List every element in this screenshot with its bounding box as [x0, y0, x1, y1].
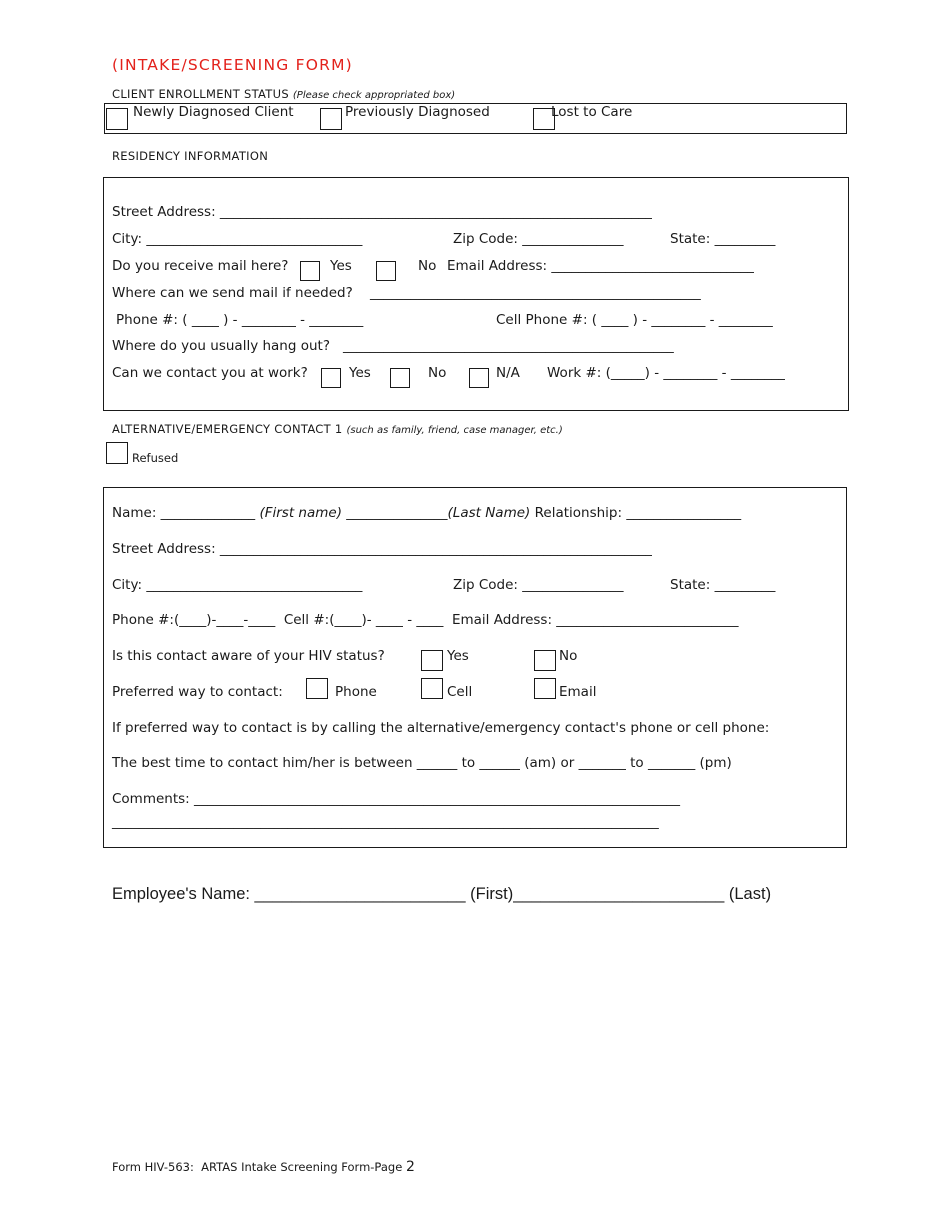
comments-field[interactable]: Comments: ________________________________________________________________________: [112, 791, 681, 807]
cell-phone-field[interactable]: Cell Phone #: ( ____ ) - ________ - ________: [496, 312, 773, 328]
work-na-label: N/A: [496, 365, 520, 381]
employee-name-field[interactable]: Employee's Name: _______________________ (First)_______________________ (Last): [112, 885, 772, 903]
zip-code-field[interactable]: Zip Code: _______________: [453, 231, 624, 247]
enrollment-note: (Please check appropriated box): [292, 90, 456, 101]
hiv-aware-yes-checkbox[interactable]: [421, 650, 443, 671]
contact-at-work-label: Can we contact you at work?: [112, 365, 308, 381]
contact-city-field[interactable]: City: ________________________________: [112, 577, 363, 593]
work-no-checkbox[interactable]: [390, 368, 410, 388]
send-mail-field[interactable]: _________________________________________________: [370, 285, 701, 301]
prefer-email-checkbox[interactable]: [534, 678, 556, 699]
contact-heading-text: ALTERNATIVE/EMERGENCY CONTACT 1: [112, 422, 343, 436]
email-address-field[interactable]: Email Address: ______________________________: [447, 258, 754, 274]
lost-to-care-label: Lost to Care: [551, 104, 633, 120]
state-field[interactable]: State: _________: [670, 231, 776, 247]
receive-mail-yes-checkbox[interactable]: [300, 261, 320, 281]
preferred-contact-label: Preferred way to contact:: [112, 684, 283, 700]
previously-diagnosed-checkbox[interactable]: [320, 108, 342, 130]
contact-state-field[interactable]: State: _________: [670, 577, 776, 593]
footer: [112, 1159, 415, 1175]
best-time-line[interactable]: The best time to contact him/her is between ______ to ______ (am) or _______ to _______ (pm): [112, 755, 732, 771]
street-address-field[interactable]: Street Address: ________________________________________________________________: [112, 204, 652, 220]
newly-diagnosed-checkbox[interactable]: [106, 108, 128, 130]
relationship-field[interactable]: Relationship: _________________: [534, 505, 742, 521]
refused-checkbox[interactable]: [106, 442, 128, 464]
receive-mail-yes-label: Yes: [330, 258, 352, 274]
enrollment-heading: [112, 87, 455, 101]
contact-note: (such as family, friend, case manager, etc.): [346, 425, 563, 436]
contact-zip-code-field[interactable]: Zip Code: _______________: [453, 577, 624, 593]
hiv-aware-no-label: No: [559, 648, 578, 664]
page-number: 2: [405, 1159, 415, 1175]
work-yes-label: Yes: [349, 365, 371, 381]
refused-label: Refused: [132, 451, 179, 465]
hiv-aware-no-checkbox[interactable]: [534, 650, 556, 671]
prefer-phone-label: Phone: [335, 684, 377, 700]
last-name-caption: (Last Name): [447, 505, 531, 521]
city-field[interactable]: City: ________________________________: [112, 231, 363, 247]
newly-diagnosed-label: Newly Diagnosed Client: [133, 104, 294, 120]
prefer-email-label: Email: [559, 684, 597, 700]
footer-form-id: Form HIV-563: ARTAS Intake Screening Form-Page: [112, 1160, 406, 1174]
work-na-checkbox[interactable]: [469, 368, 489, 388]
calling-instruction: If preferred way to contact is by calling the alternative/emergency contact's phone or cell phone:: [112, 720, 770, 736]
contact-name-line[interactable]: [112, 505, 741, 521]
residency-heading: RESIDENCY INFORMATION: [112, 149, 269, 163]
contact-street-address-field[interactable]: Street Address: ________________________________________________________________: [112, 541, 652, 557]
phone-field[interactable]: Phone #: ( ____ ) - ________ - ________: [116, 312, 364, 328]
hiv-aware-label: Is this contact aware of your HIV status?: [112, 648, 385, 664]
hiv-aware-yes-label: Yes: [447, 648, 469, 664]
prefer-phone-checkbox[interactable]: [306, 678, 328, 699]
hang-out-field[interactable]: _________________________________________________: [343, 338, 674, 354]
enrollment-heading-text: CLIENT ENROLLMENT STATUS: [112, 87, 289, 101]
receive-mail-no-checkbox[interactable]: [376, 261, 396, 281]
work-yes-checkbox[interactable]: [321, 368, 341, 388]
work-no-label: No: [428, 365, 447, 381]
contact-phone-line[interactable]: Phone #:(____)-____-____ Cell #:(____)- ____ - ____ Email Address: ___________________________: [112, 612, 739, 628]
contact-last-name-field[interactable]: _______________: [346, 505, 448, 521]
receive-mail-no-label: No: [418, 258, 437, 274]
prefer-cell-checkbox[interactable]: [421, 678, 443, 699]
hang-out-label: Where do you usually hang out?: [112, 338, 330, 354]
send-mail-label: Where can we send mail if needed?: [112, 285, 353, 301]
prefer-cell-label: Cell: [447, 684, 473, 700]
form-title: (INTAKE/SCREENING FORM): [112, 56, 353, 74]
work-phone-field[interactable]: Work #: (_____) - ________ - ________: [547, 365, 785, 381]
receive-mail-label: Do you receive mail here?: [112, 258, 289, 274]
comments-field-line-2[interactable]: _________________________________________________________________________________: [112, 814, 659, 830]
contact-heading: [112, 422, 563, 436]
previously-diagnosed-label: Previously Diagnosed: [345, 104, 490, 120]
first-name-caption: (First name): [259, 505, 342, 521]
contact-first-name-field[interactable]: Name: ______________: [112, 505, 256, 521]
